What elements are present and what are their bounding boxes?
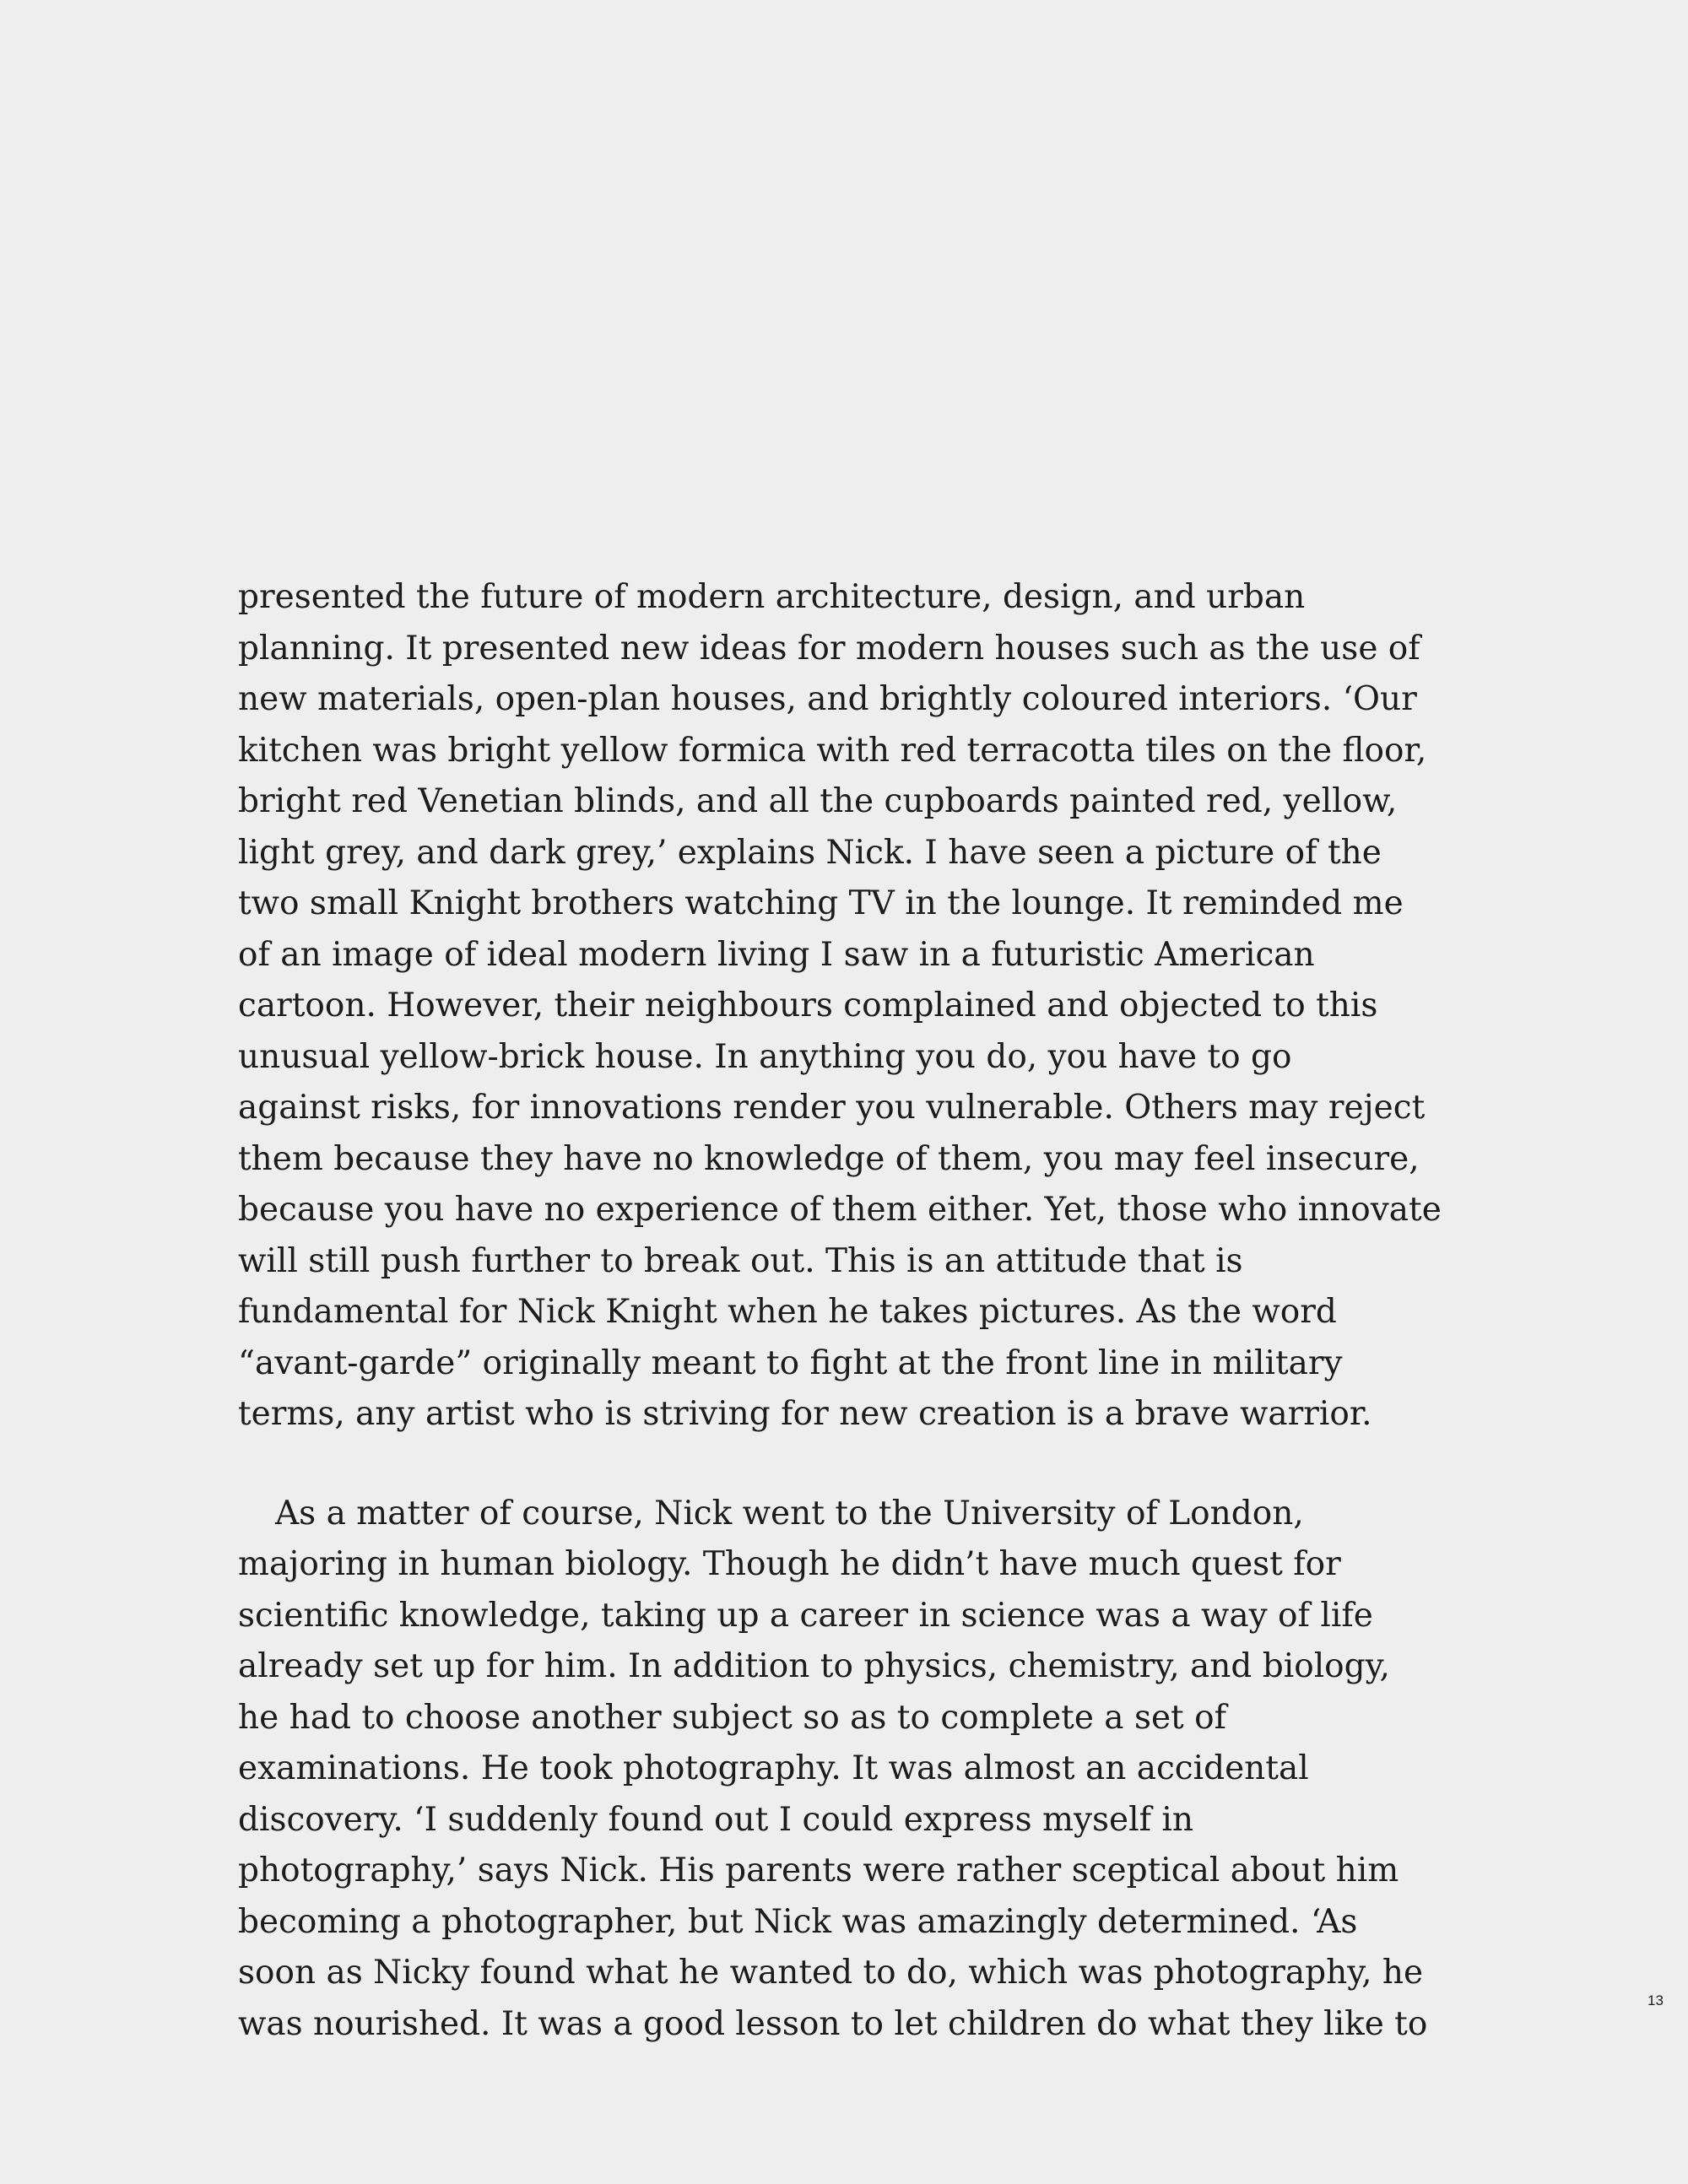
text-line: light grey, and dark grey,’ explains Nick. I have seen a picture of the: [238, 833, 1382, 872]
text-line: becoming a photographer, but Nick was amazingly determined. ‘As: [238, 1902, 1358, 1941]
text-line: unusual yellow-brick house. In anything you do, you have to go: [238, 1037, 1292, 1076]
text-line: two small Knight brothers watching TV in the lounge. It reminded me: [238, 884, 1404, 922]
text-line: bright red Venetian blinds, and all the cupboards painted red, yellow,: [238, 782, 1398, 820]
text-line: because you have no experience of them either. Yet, those who innovate: [238, 1191, 1442, 1229]
body-text: [238, 572, 1512, 2050]
text-line: already set up for him. In addition to physics, chemistry, and biology,: [238, 1647, 1390, 1685]
text-line: fundamental for Nick Knight when he takes pictures. As the word: [238, 1293, 1337, 1331]
text-line: them because they have no knowledge of them, you may feel insecure,: [238, 1139, 1420, 1178]
text-line: presented the future of modern architecture, design, and urban: [238, 578, 1306, 616]
text-line: new materials, open-plan houses, and brightly coloured interiors. ‘Our: [238, 680, 1417, 718]
text-line: discovery. ‘I suddenly found out I could express myself in: [238, 1800, 1193, 1839]
text-line: against risks, for innovations render you vulnerable. Others may reject: [238, 1089, 1426, 1127]
text-line: “avant-garde” originally meant to fight at the front line in military: [238, 1343, 1343, 1382]
text-line: photography,’ says Nick. His parents were rather sceptical about him: [238, 1852, 1399, 1889]
text-line: terms, any artist who is striving for new creation is a brave warrior.: [238, 1395, 1372, 1433]
text-line: soon as Nicky found what he wanted to do, which was photography, he: [238, 1954, 1424, 1992]
paragraph-1: [238, 572, 1512, 1441]
text-line: As a matter of course, Nick went to the University of London,: [275, 1494, 1304, 1533]
paragraph-spacer: [238, 1441, 1512, 1489]
text-line: planning. It presented new ideas for modern houses such as the use of: [238, 629, 1420, 668]
text-line: majoring in human biology. Though he didn’t have much quest for: [238, 1545, 1341, 1583]
paragraph-2: [238, 1489, 1512, 2051]
text-line: will still push further to break out. This is an attitude that is: [238, 1241, 1243, 1280]
text-line: cartoon. However, their neighbours complained and objected to this: [238, 987, 1378, 1024]
page-number: 13: [1647, 1992, 1664, 2008]
text-line: examinations. He took photography. It was almost an accidental: [238, 1749, 1309, 1787]
text-line: of an image of ideal modern living I saw in a futuristic American: [238, 935, 1315, 974]
text-line: kitchen was bright yellow formica with red terracotta tiles on the floor,: [238, 731, 1427, 770]
text-line: he had to choose another subject so as to complete a set of: [238, 1698, 1227, 1737]
text-line: was nourished. It was a good lesson to let children do what they like to: [238, 2004, 1428, 2043]
text-line: scientific knowledge, taking up a career in science was a way of life: [238, 1596, 1373, 1635]
